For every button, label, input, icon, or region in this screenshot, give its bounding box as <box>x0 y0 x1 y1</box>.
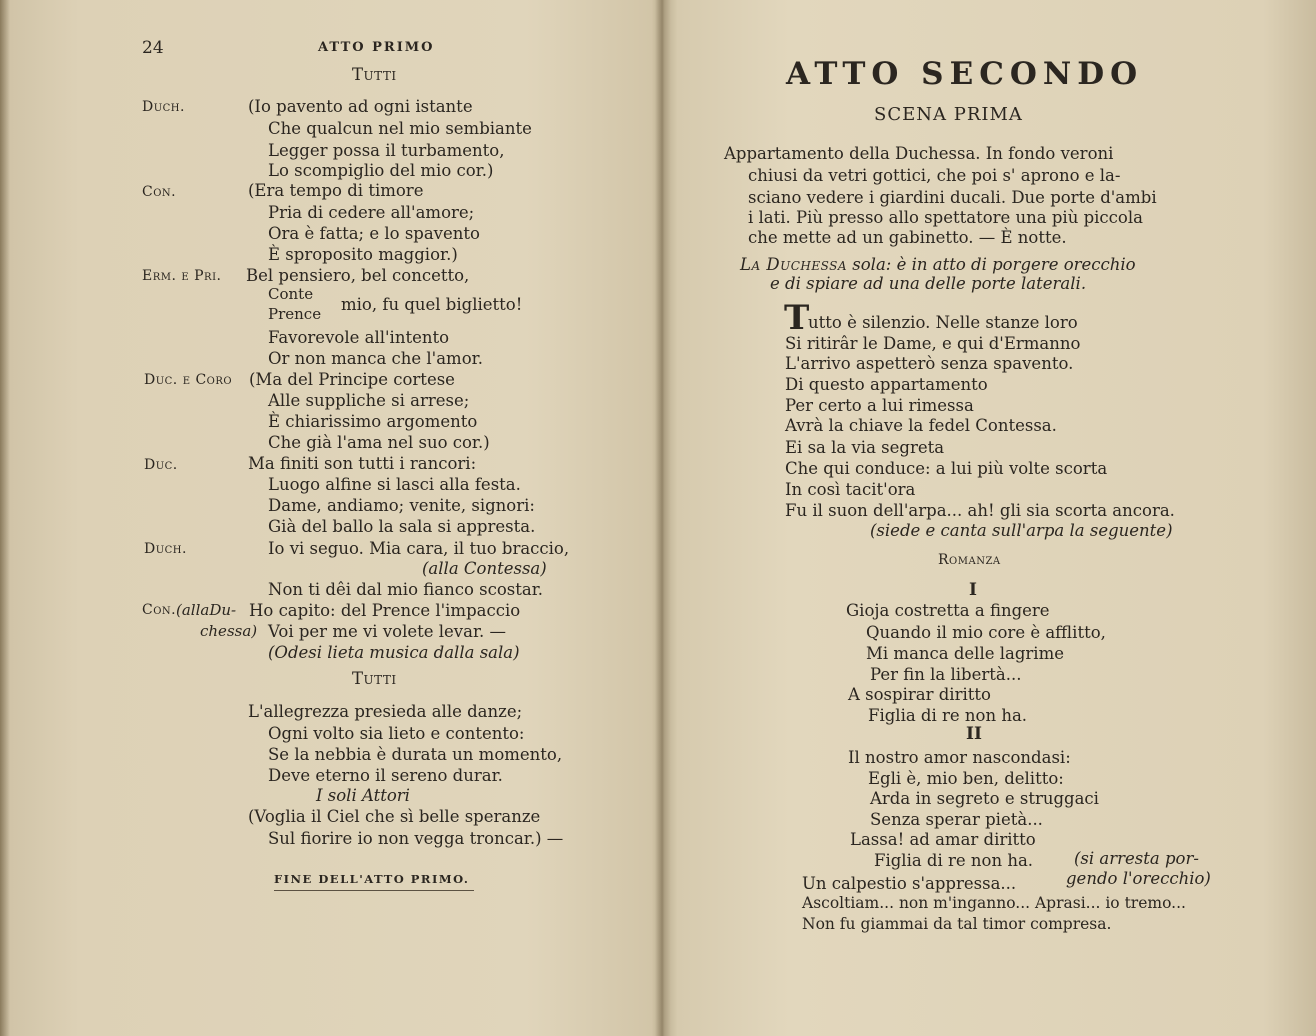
speaker-label: Duc. e Coro <box>144 372 233 388</box>
verse-line: Già del ballo la sala si appresta. <box>268 517 536 536</box>
speaker-label: Duch. <box>142 99 185 115</box>
verse-line: Dame, andiamo; venite, signori: <box>268 496 535 515</box>
verse-line: Pria di cedere all'amore; <box>268 203 475 222</box>
verse-line: Favorevole all'intento <box>268 328 450 347</box>
verse-line: Figlia di re non ha. <box>874 851 1034 870</box>
romanza-heading: Romanza <box>938 552 1001 568</box>
speaker-label: Duc. <box>144 457 178 473</box>
verse-line: Fu il suon dell'arpa... ah! gli sia scorta ancora. <box>785 501 1175 520</box>
verse-line: Ma finiti son tutti i rancori: <box>248 454 477 473</box>
verse-line: Io vi seguo. Mia cara, il tuo braccio, <box>268 539 570 558</box>
speaker-label: Erm. e Pri. <box>142 268 222 284</box>
verse-line: Se la nebbia è durata un momento, <box>268 745 563 764</box>
stage-direction: gendo l'orecchio) <box>1066 869 1211 888</box>
verse-line: È chiarissimo argomento <box>268 412 478 431</box>
speaker-label: Con. <box>142 184 177 200</box>
verse-line: Luogo alfine si lasci alla festa. <box>268 475 521 494</box>
stage-direction: (si arresta por- <box>1074 849 1199 868</box>
verse-line: Di questo appartamento <box>785 375 988 394</box>
verse-line: (Era tempo di timore <box>248 181 424 200</box>
stage-direction: e di spiare ad una delle porte laterali. <box>770 274 1087 293</box>
scene-title: SCENA PRIMA <box>874 104 1023 125</box>
verse-line: L'allegrezza presieda alle danze; <box>248 702 523 721</box>
speaker-label: Duch. <box>144 541 187 557</box>
verse-line: Quando il mio core è afflitto, <box>866 623 1106 642</box>
verse-line: L'arrivo aspetterò senza spavento. <box>785 354 1074 373</box>
verse-line: Lo scompiglio del mio cor.) <box>268 161 494 180</box>
verse-line: Per fin la libertà... <box>870 665 1022 684</box>
scene-description: chiusi da vetri gottici, che poi s' aprono e la- <box>748 166 1121 185</box>
scene-description: Appartamento della Duchessa. In fondo veroni <box>724 144 1114 163</box>
speaker-label: Con. <box>142 602 177 618</box>
verse-line: Ogni volto sia lieto e contento: <box>268 724 525 743</box>
verse-line: In così tacit'ora <box>785 480 916 499</box>
end-rule <box>274 890 474 891</box>
verse-line: Non ti dêi dal mio fianco scostar. <box>268 580 544 599</box>
stage-direction: (allaDu- <box>176 601 237 619</box>
verse-line: Arda in segreto e struggaci <box>870 789 1099 808</box>
stage-direction: I soli Attori <box>316 786 410 805</box>
verse-line: Ascoltiam... non m'inganno... Aprasi... io tremo... <box>802 894 1186 912</box>
stage-direction: (Odesi lieta musica dalla sala) <box>268 643 520 662</box>
verse-line: Si ritirâr le Dame, e qui d'Ermanno <box>785 334 1081 353</box>
verse-line: Bel pensiero, bel concetto, <box>246 266 470 285</box>
verse-line: (Voglia il Ciel che sì belle speranze <box>248 807 541 826</box>
drop-cap: T <box>784 298 810 338</box>
verse-line: Che già l'ama nel suo cor.) <box>268 433 490 452</box>
scene-description: i lati. Più presso allo spettatore una più piccola <box>748 208 1143 227</box>
verse-line: Ei sa la via segreta <box>785 438 945 457</box>
stage-direction: sola: è in atto di porgere orecchio <box>852 255 1136 274</box>
stage-direction: (siede e canta sull'arpa la seguente) <box>870 521 1173 540</box>
verse-line: Avrà la chiave la fedel Contessa. <box>785 416 1057 435</box>
stanza-number: I <box>969 580 977 600</box>
verse-line: Alle suppliche si arrese; <box>268 391 470 410</box>
verse-line: Ora è fatta; e lo spavento <box>268 224 480 243</box>
verse-line: Sul fiorire io non vegga troncar.) — <box>268 829 564 848</box>
page-number: 24 <box>142 38 164 58</box>
verse-line: A sospirar diritto <box>848 685 991 704</box>
right-page <box>664 0 1316 1036</box>
verse-line: Deve eterno il sereno durar. <box>268 766 503 785</box>
verse-line: Senza sperar pietà... <box>870 810 1043 829</box>
verse-line: Or non manca che l'amor. <box>268 349 483 368</box>
tutti-heading: Tutti <box>352 65 397 84</box>
scene-description: che mette ad un gabinetto. — È notte. <box>748 228 1067 247</box>
verse-line: Egli è, mio ben, delitto: <box>868 769 1064 788</box>
scene-description: sciano vedere i giardini ducali. Due porte d'ambi <box>748 188 1157 207</box>
verse-line: mio, fu quel biglietto! <box>341 295 523 314</box>
verse-line: Gioja costretta a fingere <box>846 601 1050 620</box>
verse-line: Il nostro amor nascondasi: <box>848 748 1071 767</box>
verse-line: Per certo a lui rimessa <box>785 396 974 415</box>
stage-direction: chessa) <box>200 622 258 640</box>
verse-line: utto è silenzio. Nelle stanze loro <box>808 313 1078 332</box>
stage-speaker: La Duchessa <box>740 255 848 274</box>
verse-line: È sproposito maggior.) <box>268 245 458 264</box>
verse-line: Che qui conduce: a lui più volte scorta <box>785 459 1108 478</box>
verse-line: (Io pavento ad ogni istante <box>248 97 473 116</box>
stanza-number: II <box>966 724 982 744</box>
verse-word-conte: Conte <box>268 285 314 303</box>
end-of-act: FINE DELL'ATTO PRIMO. <box>274 872 470 886</box>
stage-direction: (alla Contessa) <box>422 559 547 578</box>
verse-line: Un calpestio s'appressa... <box>802 874 1017 893</box>
verse-line: Non fu giammai da tal timor compresa. <box>802 915 1112 933</box>
verse-line: Voi per me vi volete levar. — <box>268 622 507 641</box>
verse-line: Mi manca delle lagrime <box>866 644 1064 663</box>
verse-line: Lassa! ad amar diritto <box>850 830 1036 849</box>
act-title: ATTO SECONDO <box>786 56 1144 92</box>
verse-line: Che qualcun nel mio sembiante <box>268 119 532 138</box>
verse-line: Legger possa il turbamento, <box>268 141 505 160</box>
verse-line: Figlia di re non ha. <box>868 706 1028 725</box>
verse-word-prence: Prence <box>268 305 322 323</box>
verse-line: (Ma del Principe cortese <box>249 370 455 389</box>
tutti-heading: Tutti <box>352 669 397 688</box>
running-head: ATTO PRIMO <box>318 40 435 55</box>
verse-line: Ho capito: del Prence l'impaccio <box>249 601 521 620</box>
